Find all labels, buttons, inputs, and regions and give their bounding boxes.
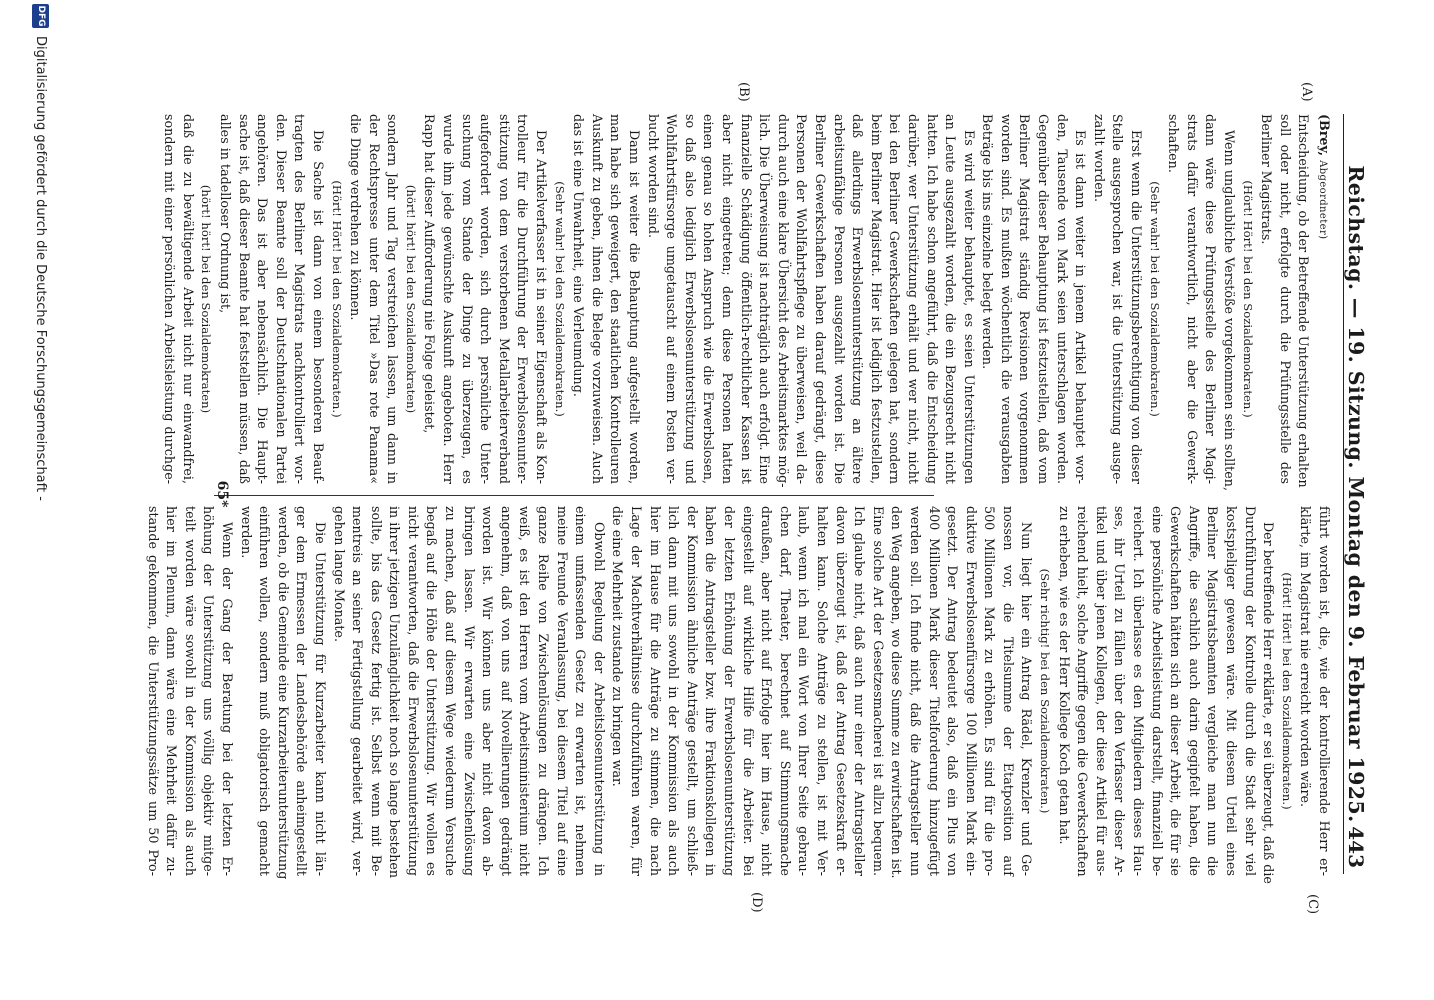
right-column [145, 506, 1333, 884]
margin-mark-c: (C) [1305, 894, 1320, 915]
text-line: tragten des Berliner Magistrats nachkontrolliert wor- [292, 114, 308, 484]
text-line: Beträge bis ins einzelne belegt werden. [980, 114, 996, 370]
signature-mark: 65* [214, 480, 230, 508]
digitization-credit [24, 0, 58, 1000]
text-line: alles in tadelloser Ordnung ist, [217, 114, 233, 314]
text-line: darüber, wer Unterstützung erhält und wer nicht, nicht [905, 114, 921, 484]
text-line: arbeitsunfähige Personen ausgezahlt worden ist. Die [831, 114, 847, 484]
text-line: ganze Reihe von Zwischenlösungen zu drängen. Ich [536, 506, 552, 876]
text-line: eingestellt auf wirkliche Hilfe für die Arbeiter. Bei [740, 506, 756, 876]
text-line: hier im Plenum, dann wäre eine Mehrheit dafür zu- [164, 506, 180, 876]
interjection-line: (hört! hört! bei den Sozialdemokraten) [199, 184, 214, 414]
text-line: wurde ihm jede gewünschte Auskunft angeboten. Herr [441, 114, 457, 484]
column-divider [214, 495, 934, 496]
text-line: laub, wenn ich mal ein Wort von Ihrer Seite gebrau- [796, 506, 812, 876]
text-line: daß die zu bewältigende Arbeit nicht nur einwandfrei, [180, 114, 196, 484]
text-line: zu erheben, wie es der Herr Kollege Koch getan hat. [1056, 506, 1072, 845]
text-line: den Weg angeben, wo diese Summe zu erwirtschaften ist. [889, 506, 905, 879]
text-line: trolleur für die Durchführung der Erwerbslosenunter- [515, 114, 531, 484]
text-line: aber nicht eingetreten; denn diese Personen hatten [720, 114, 735, 484]
text-line: daß allerdings Erwerbslosenunterstützung an ältere [850, 114, 866, 484]
text-line: gesetzt. Der Antrag bedeutet also, daß ein Plus von [945, 506, 961, 876]
text-line: Berliner Magistrats. [1259, 114, 1275, 245]
text-line: werden soll. Ich finde nicht, daß die Antragsteller nun [907, 506, 923, 876]
text-line: davon überzeugt ist, daß der Antrag Gesetzeskraft er- [833, 506, 849, 876]
text-line: Rapp hat dieser Aufforderung nie Folge geleistet, [422, 114, 438, 434]
text-line: beim Berliner Magistrat. Hier ist lediglich festzustellen, [868, 114, 884, 484]
text-line: das ist eine Unwahrheit, eine Verleumdung. [571, 114, 587, 397]
text-line: werden, ob die Gemeinde eine Kurzarbeiterunterstützung [275, 506, 291, 880]
text-line: stützung von dem verstorbenen Metallarbeiterverband [496, 114, 512, 484]
text-line: Die Unterstützung für Kurzarbeiter kann nicht län- [312, 522, 328, 876]
text-line: bei den Berliner Gewerkschaften gelegen hat, sondern [887, 114, 903, 484]
text-line: an Leute ausgezahlt worden, die ein Bezugsrecht nicht [943, 114, 959, 484]
text-line: Wohlfahrtsfürsorge umgetauscht auf einem Posten ver- [664, 114, 680, 484]
text-line: so daß also lediglich Erwerbslosenunterstützung und [682, 114, 698, 484]
text-line: Dann ist weiter die Behauptung aufgestellt worden, [627, 130, 643, 484]
text-line: Stelle ausgesprochen war, ist die Unterstützung ausge- [1110, 114, 1126, 484]
page-number: 443 [1344, 826, 1368, 868]
text-line: angenehm, daß von uns auf Novellierungen gedrängt [498, 506, 514, 876]
text-line: klärte, im Magistrat nie erreicht worden wäre. [1298, 506, 1314, 808]
text-line: Nun liegt hier ein Antrag Rädel, Krenzler und Ge- [1019, 522, 1035, 876]
text-line: Berliner Gewerkschaften haben darauf gedrängt, diese [812, 114, 828, 484]
text-line: Berliner Magistrat ständig Revisionen vorgenommen [1017, 114, 1033, 484]
speaker-party: Abgeordneter) [1317, 160, 1328, 240]
text-line: haben die Antragsteller bzw. ihre Fraktionskollegen in [703, 506, 719, 876]
interjection-line: (Hört! Hört! bei den Sozialdemokraten.) [1240, 180, 1255, 418]
text-line: Auskunft zu geben, ihnen die Belege vorzuweisen. Auch [589, 114, 605, 484]
text-line: strats dafür verantwortlich, nicht aber die Gewerk- [1184, 114, 1200, 484]
text-line: Eine solche Art der Gesetzesmacherei ist allzu bequem. [870, 506, 886, 876]
text-line: einführen wollen, sondern muß obligatorisch gemacht [257, 506, 273, 876]
text-line: sache ist, daß dieser Beamte hat feststellen müssen, daß [236, 114, 252, 484]
text-line: suchung vom Stande der Dinge zu überzeugen, es [459, 114, 475, 484]
text-line: nicht verantworten, daß die Erwerbslosenunterstützung [405, 506, 421, 876]
text-line: gehen lange Monate. [331, 506, 347, 642]
speaker-name: (Brey, [1317, 114, 1332, 157]
text-line: Gewerkschaften hätten sich an dieser Arbeit, die für sie [1168, 506, 1184, 876]
text-line: die eine Mehrheit zustande zu bringen war. [610, 506, 626, 787]
text-line: soll oder nicht, erfolgte durch die Prüfungsstelle des [1277, 114, 1293, 484]
text-line: der letzten Erhöhung der Erwerbslosenunterstützung [722, 506, 737, 876]
text-line: weiß, es ist den Herren vom Arbeitsministerium nicht [517, 506, 533, 876]
text-line: Erst wenn die Unterstützungsberechtigung von dieser [1129, 130, 1145, 484]
text-line: durch auch eine klare Übersicht des Arbeitsmarktes mög- [775, 114, 791, 488]
text-line: höhung der Unterstützung uns völlig objektiv mitge- [201, 506, 217, 876]
text-line [1294, 114, 1333, 488]
text-line: Es ist dann weiter in jenem Artikel behauptet wor- [1073, 130, 1089, 484]
credit-text: Digitalisierung gefördert durch die Deutsche Forschungsgemeinschaft - [33, 36, 49, 501]
margin-mark-d: (D) [749, 892, 764, 913]
text-line: der Kommission ähnliche Anträge gestellt, um schließ- [684, 506, 700, 876]
text-line: in ihrer jetzigen Unzulänglichkeit noch so lange bestehen [387, 506, 403, 879]
text-line: eine persönliche Arbeitsleistung darstellt, finanziell be- [1149, 506, 1165, 876]
text-line: lich dann mit uns sowohl in der Kommission als auch [666, 506, 682, 876]
text-line: worden ist. Wir können uns aber nicht davon ab- [480, 506, 496, 876]
text-line: stande gekommen, die Unterstützungssätze um 50 Pro- [145, 506, 161, 876]
text-line: einem umfassenden Gesetz zu erwarten ist, nehmen [573, 506, 589, 876]
interjection-line: (Sehr richtig! bei den Sozialdemokraten.) [1038, 568, 1053, 814]
text-line: man habe sich geweigert, den staatlichen Kontrolleuren [608, 114, 624, 484]
text-line: tikel und über jenen Kollegen, der diese Artikel für aus- [1093, 506, 1109, 876]
text-line: mentreis an seiner Fertigstellung gearbeitet wird, ver- [350, 506, 366, 876]
interjection-line: (hört! hört! bei den Sozialdemokraten) [403, 184, 418, 414]
left-column [162, 114, 1333, 491]
text-line: hier im Hause für die Anträge zu stimmen, die nach [647, 506, 663, 876]
text-line: hatten. Ich habe schon angeführt, daß die Entscheidung [924, 114, 940, 484]
text-line: teilt worden wäre sowohl in der Kommission als auch [182, 506, 198, 876]
text-line: Der betreffende Herr erklärte, er sei überzeugt, daß die [1261, 522, 1277, 884]
margin-mark-b: (B) [736, 82, 751, 102]
text-line: Es wird weiter behauptet, es seien Unterstützungen [961, 130, 977, 484]
running-head: Reichstag. — 19. Sitzung. Montag den 9. Februar 1925. [1344, 165, 1368, 823]
text-line: reichert. Ich überlasse es den Mitgliedern dieses Hau- [1131, 506, 1147, 876]
text-line: 500 Millionen Mark zu erhöhen. Es sind für die pro- [982, 506, 998, 876]
text-line: bringen lassen. Wir erwarten eine Zwischenlösung [461, 506, 477, 876]
text-line: den. Dieser Beamte soll der Deutschnationalen Partei [273, 114, 289, 484]
text-line: Die Sache ist dann von einem besonderen Beauf- [310, 130, 326, 484]
text-line: Ich glaube nicht, daß auch nur einer der Antragsteller [852, 506, 868, 876]
text-line: der Rechtspresse unter dem Titel »Das rote Panama« [366, 114, 382, 484]
text-line: 400 Millionen Mark dieser Titelforderung hinzugefügt [926, 506, 942, 876]
interjection-line: (Hört! Hört! bei den Sozialdemokraten.) [1279, 572, 1294, 810]
text-line: schaften. [1166, 114, 1182, 173]
text-line: angehören. Das ist aber nebensächlich. Die Haupt- [255, 114, 271, 484]
text-line: ses, ihr Urteil zu fällen über den Verfasser dieser Ar- [1112, 506, 1128, 876]
text-line: einen genau so hohen Anspruch wie die Erwerbslosen, [701, 114, 717, 484]
text-line: bucht worden sind. [645, 114, 661, 238]
dfg-logo: DFG [33, 4, 50, 28]
text-line: führt worden ist, die, wie der kontrollierende Herr er- [1317, 506, 1332, 876]
text-line: dann wäre diese Prüfungsstelle des Berliner Magi- [1203, 114, 1219, 484]
text-line: sondern Jahr und Tag verstreichen lassen, um dann in [385, 114, 401, 484]
text-line: begaß auf die Höhe der Unterstützung. Wir wollen es [424, 506, 440, 876]
text-line: werden. [238, 506, 254, 559]
interjection-line: (Hört! Hört! bei den Sozialdemokraten.) [329, 180, 344, 418]
text-line: ger dem Ermessen der Landesbehörde anheimgestellt [294, 506, 310, 876]
text-line: worden sind. Es mußten wöchentlich die verausgabten [998, 114, 1014, 484]
interjection-line: (Sehr wahr! bei den Sozialdemokraten.) [1147, 181, 1162, 417]
margin-mark-a: (A) [1299, 82, 1314, 102]
text-line: Personen der Wohlfahrtspflege zu überweisen, weil da- [794, 114, 810, 484]
text-line: reichend hielt, solche Angriffe gegen die Gewerkschaften [1075, 506, 1091, 877]
text-line: lich. Die Überweisung ist nachträglich auch erfolgt. Eine [757, 114, 773, 484]
text-line: den, Tausende von Mark seien unterschlagen worden. [1054, 114, 1070, 484]
text-line: zu machen, daß auf diesem Wege wiederum Versuche [443, 506, 459, 876]
text-line: Lage der Machtverhältnisse durchzuführen waren, für [629, 506, 645, 876]
text-line: Der Artikelverfasser ist in seiner Eigenschaft als Kon- [534, 130, 550, 484]
text-line: halten kann. Solche Anträge zu stellen, ist mit Ver- [814, 506, 830, 876]
text-line: Angriffe, die sachlich auch darin gegipfelt haben, die [1186, 506, 1202, 876]
page-header [1343, 114, 1374, 874]
text-line: zahlt worden. [1091, 114, 1107, 203]
interjection-line: (Sehr wahr! bei den Sozialdemokraten.) [552, 181, 567, 417]
text-line: finanzielle Schädigung öffentlich-rechtlicher Kassen ist [738, 114, 754, 484]
text-line: sondern mit einer persönlichen Arbeitsleistung durchge- [162, 114, 178, 484]
text-line: kostspieliger gewesen wäre. Mit diesem Urteil eines [1224, 506, 1240, 876]
text-line: Durchführung der Kontrolle durch die Stadt sehr viel [1242, 506, 1258, 876]
text-line: nossen vor, die Titelsumme der Etatposition auf [1000, 506, 1016, 876]
text-line: Wenn der Gang der Beratung bei der letzten Er- [219, 522, 235, 876]
text-line: Wenn unglaubliche Verstöße vorgekommen sein sollten, [1222, 130, 1238, 491]
text-line: chen darf, Theater, berechnet auf Stimmungsmache [777, 506, 793, 876]
text-line: duktive Erwerbslosenfürsorge 100 Millionen Mark ein- [963, 506, 979, 876]
text-line: meine Freunde Veranlassung, bei diesem Titel auf eine [554, 506, 570, 876]
text-line: Berliner Magistratsbeamten vergleiche man nun die [1205, 506, 1221, 876]
text-line: Obwohl Regelung der Arbeitslosenunterstützung in [591, 522, 607, 876]
text-line: sollte, bis das Gesetz fertig ist. Selbst wenn mit Be- [368, 506, 384, 876]
line-text: Entscheidung, ob der Betreffende Unterstützung erhalten [1296, 114, 1312, 488]
text-line: die Dinge verdrehen zu können. [348, 114, 364, 321]
text-line: aufgefordert worden, sich durch persönliche Unter- [478, 114, 494, 484]
text-line: Gegenüber dieser Behauptung ist festzustellen, daß vom [1036, 114, 1052, 484]
text-line: draußen, aber nicht auf Erfolge hier im Hause, nicht [759, 506, 775, 876]
